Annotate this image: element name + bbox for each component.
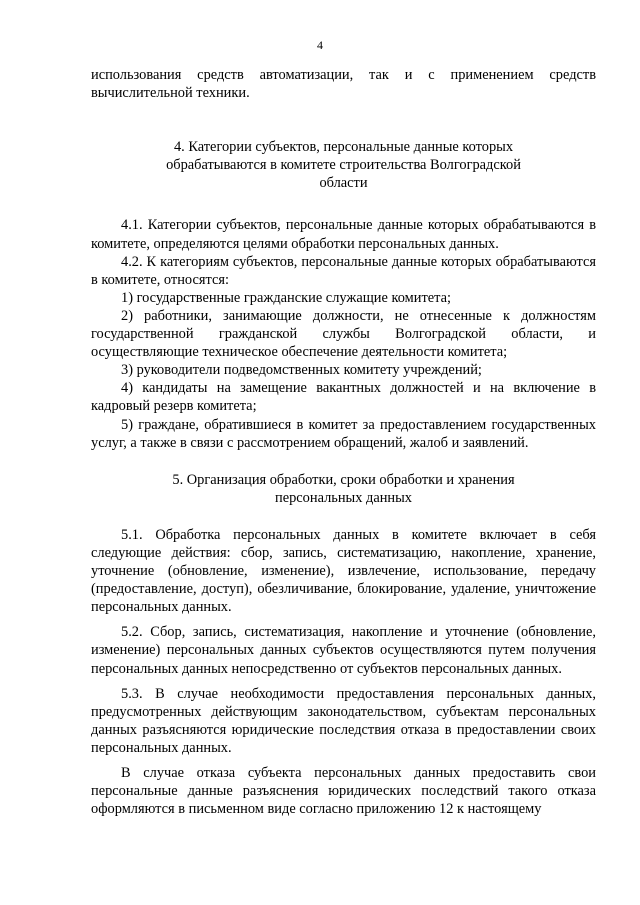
section-4-heading-line: области	[319, 175, 368, 192]
paragraph-5-3-refusal: В случае отказа субъекта персональных данных предоставить свои персональные данные разъяснения юридических последствий такого отказа оформляются в письменном виде согласно приложению 12 к настоящему	[91, 765, 596, 818]
intro-paragraph: использования средств автоматизации, так и с применением средств вычислительной техники.	[91, 67, 596, 102]
list-item-4-2-2: 2) работники, занимающие должности, не отнесенные к должностям государственной гражданской службы Волгоградской области, и осуществляющие техническое обеспечение деятельности комитета;	[91, 307, 596, 361]
paragraph-5-3: 5.3. В случае необходимости предоставления персональных данных, предусмотренных действующим законодательством, субъектам персональных данных разъясняются юридические последствия отказа в предоставлении своих персональных данных.	[91, 685, 596, 756]
section-5-heading	[91, 471, 596, 507]
paragraph-4-2: 4.2. К категориям субъектов, персональные данные которых обрабатываются в комитете, относятся:	[91, 253, 596, 288]
paragraph-5-1: 5.1. Обработка персональных данных в комитете включает в себя следующие действия: сбор, запись, систематизацию, накопление, хранение, уточнение (обновление, изменение), извлечение, использование, передачу (предоставление, доступ), обезличивание, блокирование, удаление, уничтожение персональных данных.	[91, 526, 596, 616]
section-5-heading-line: 5. Организация обработки, сроки обработки и хранения	[172, 471, 515, 488]
page-number: 4	[317, 38, 323, 52]
document-body	[91, 66, 596, 818]
section-4-heading	[91, 138, 596, 192]
section-4-heading-line: 4. Категории субъектов, персональные данные которых	[173, 139, 514, 156]
paragraph-4-1: 4.1. Категории субъектов, персональные данные которых обрабатываются в комитете, определяются целями обработки персональных данных.	[91, 217, 596, 252]
list-item-4-2-4: 4) кандидаты на замещение вакантных должностей и на включение в кадровый резерв комитета;	[91, 380, 596, 415]
section-4-heading-line: обрабатываются в комитете строительства Волгоградской	[166, 157, 521, 174]
section-5-heading-line: персональных данных	[275, 489, 412, 506]
list-item-4-2-1: 1) государственные гражданские служащие комитета;	[121, 289, 451, 306]
list-item-4-2-3: 3) руководители подведомственных комитету учреждений;	[121, 362, 482, 379]
paragraph-5-2: 5.2. Сбор, запись, систематизация, накопление и уточнение (обновление, изменение) персональных данных субъектов осуществляются путем получения персональных данных непосредственно от субъектов персональных данных.	[91, 624, 596, 677]
list-item-4-2-5: 5) граждане, обратившиеся в комитет за предоставлением государственных услуг, а также в связи с рассмотрением обращений, жалоб и заявлений.	[91, 416, 596, 451]
